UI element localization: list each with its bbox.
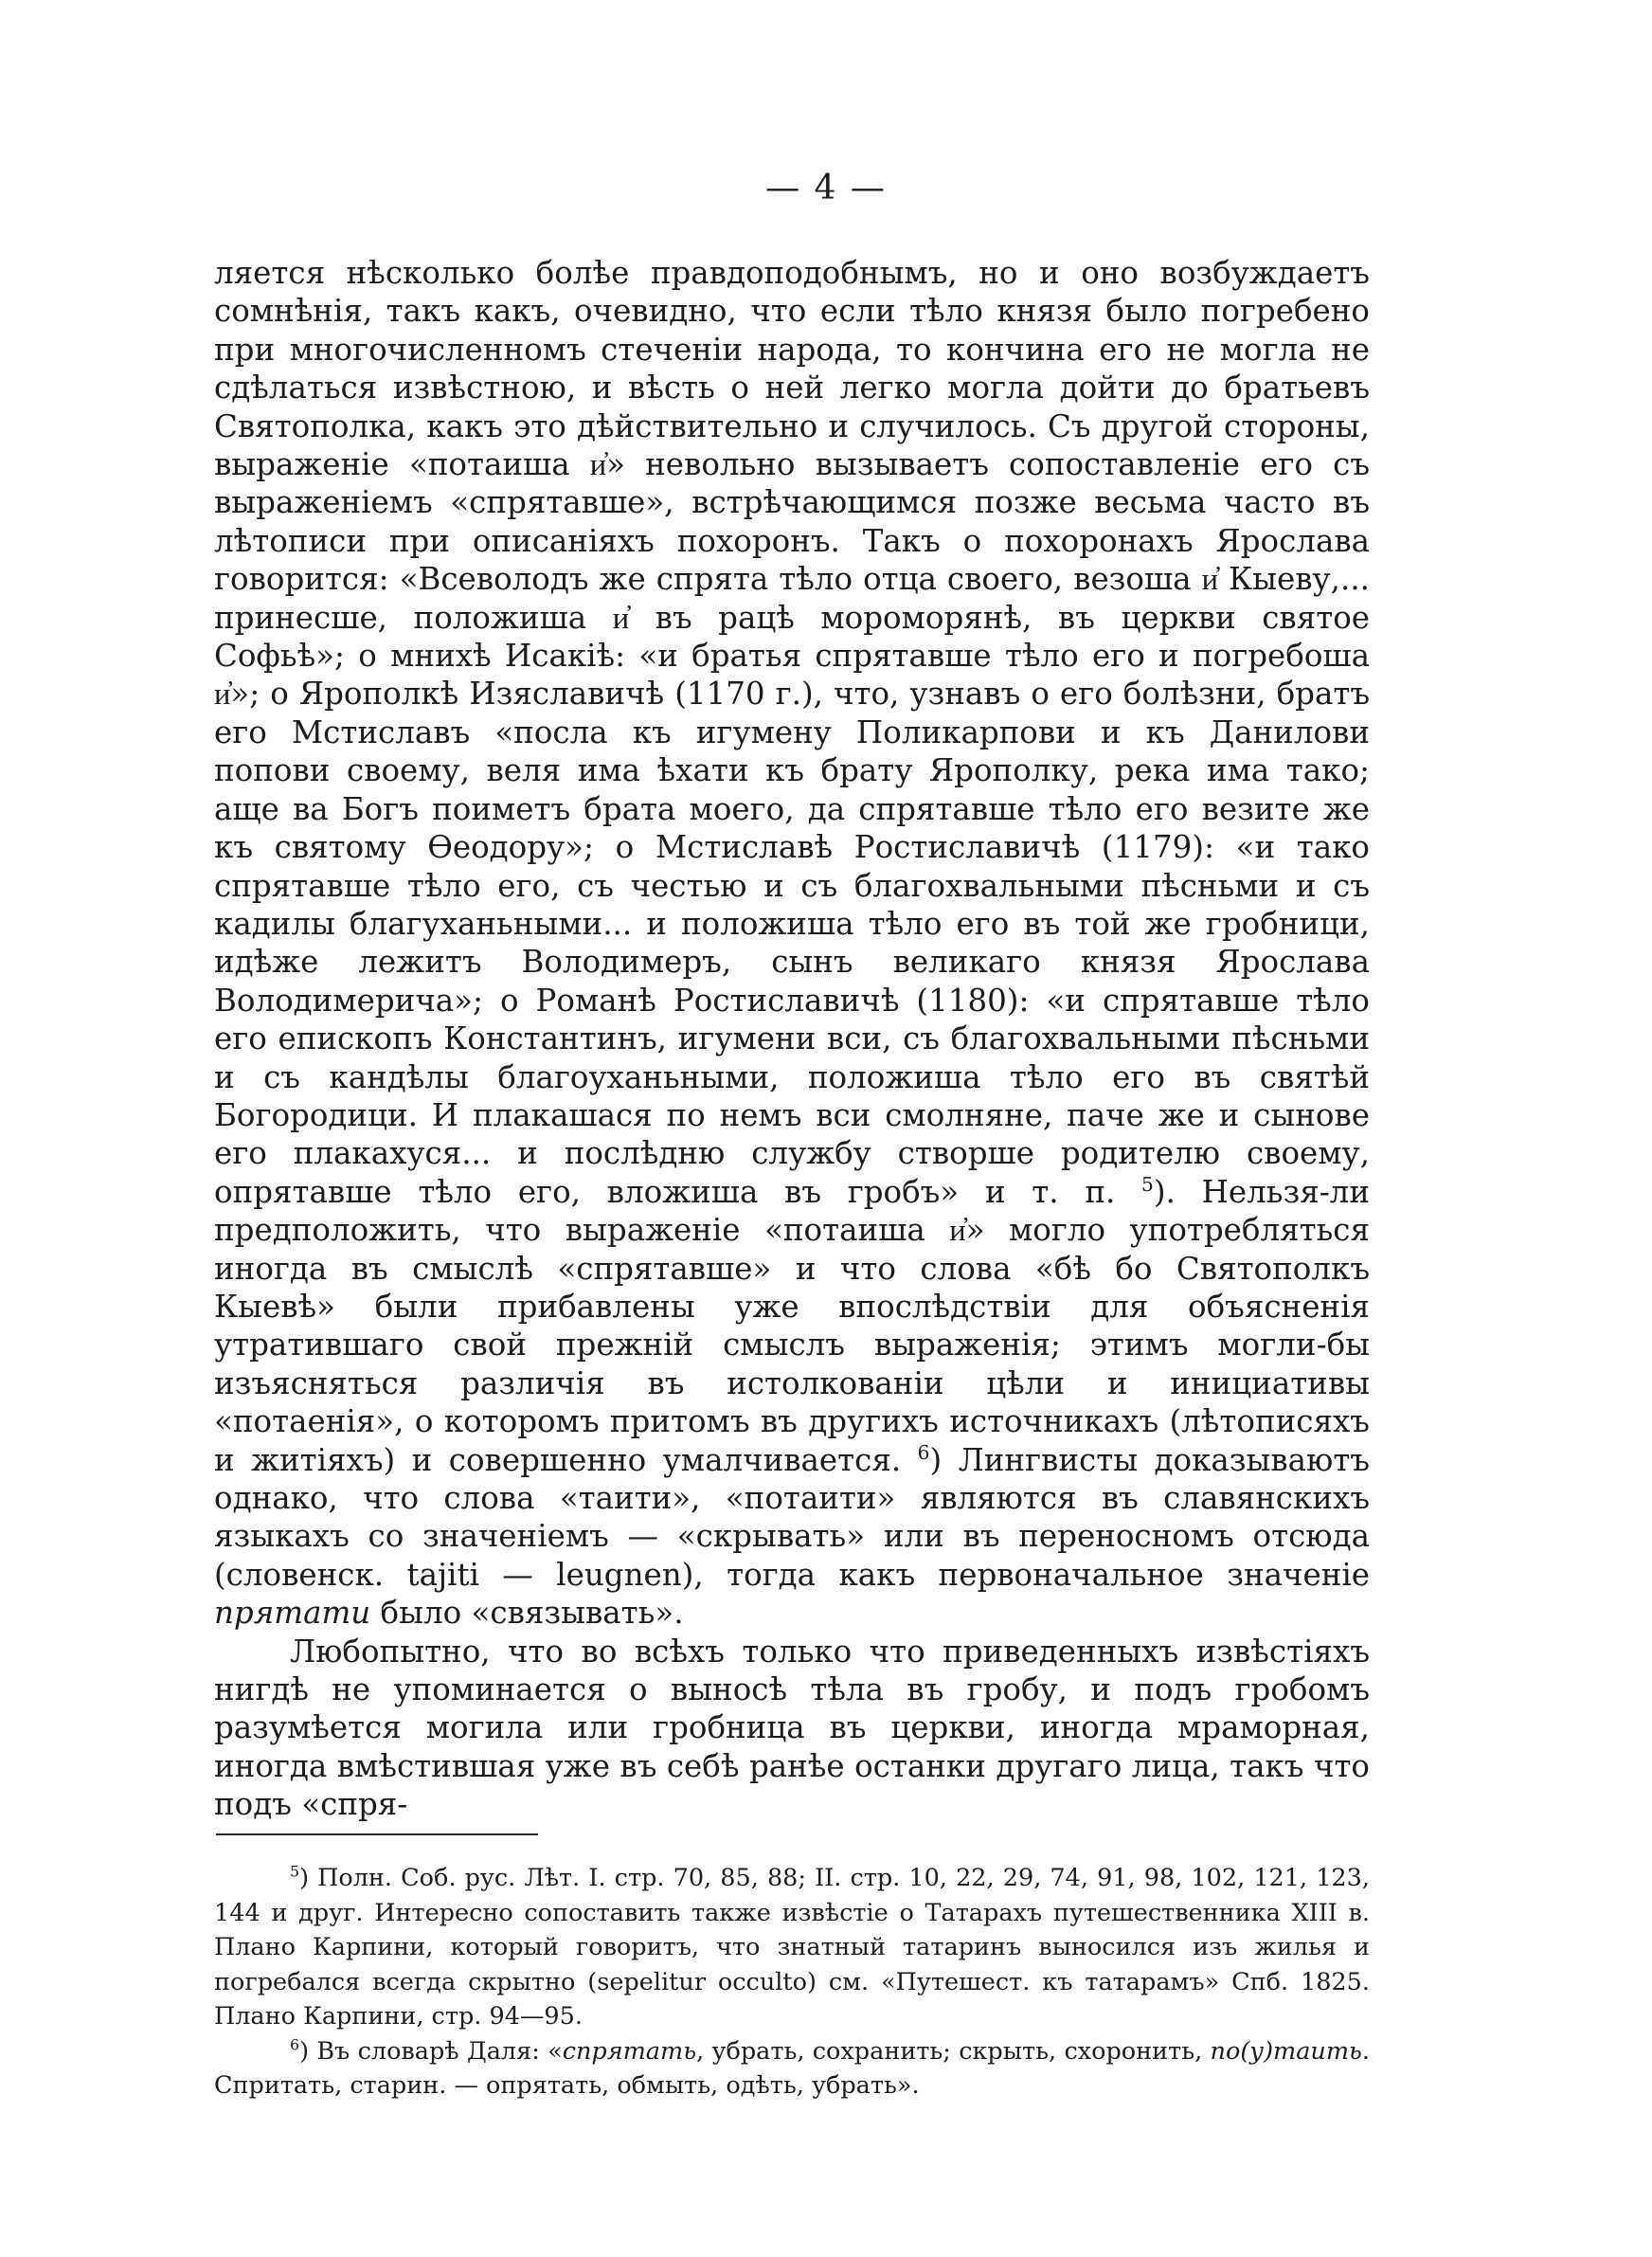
paragraph-text: ляется нѣсколько болѣе правдоподобнымъ, но и оно возбуждаетъ сомнѣнія, такъ какъ, очевидно, что если тѣло князя было погребено при многочисленномъ стеченіи народа, то кончина его не могла не сдѣлаться извѣстною, и вѣсть о ней легко могла дойти до братьевъ Святополка, какъ это дѣйствительно и случилось. Съ другой стороны, выраженіе «потаиша и҆» невольно вызываетъ сопоставленіе его съ выраженіемъ «спрятавше», встрѣчающимся позже весьма часто въ лѣтописи при описаніяхъ похоронъ. Такъ о похоронахъ Ярослава говорится: «Всеволодъ же спрята тѣло отца своего, везоша и҆ Кыеву,... принесше, положиша и҆ въ рацѣ мороморянѣ, въ церкви святое Софьѣ»; о мнихѣ Исакіѣ: «и братья спрятавше тѣло его и погребоша и҆»; о Ярополкѣ Изяславичѣ (1170 г.), что, узнавъ о его болѣзни, братъ его Мстиславъ «посла къ игумену Поликарпови и къ Данилови попови своему, веля има ѣхати къ брату Ярополку, река има тако; аще ва Богъ поиметъ брата моего, да спрятавше тѣло его везите же къ святому Ѳеодору»; о Мстиславѣ Ростиславичѣ (1179): «и тако спрятавше тѣло его, съ честью и съ благохвальными пѣсньми и съ кадилы благуханьными... и положиша тѣло его въ той же гробници, идѣже лежитъ Володимеръ, сынъ великаго князя Ярослава Володимерича»; о Романѣ Ростиславичѣ (1180): «и спрятавше тѣло его епископъ Константинъ, игумени вси, съ благохвальными пѣсньми и съ кандѣлы благоуханьными, положиша тѣло его въ святѣй Богородици. И плакашася по немъ вси смолняне, паче же и сынове его плакахуся... и послѣдню службу створше родителю своему, опрятавше тѣло его, вложиша въ гробъ» и т. п. (214, 255, 1370, 1210)
footnote-text: ) Въ словарѣ Даля: « (299, 2036, 563, 2066)
paragraph-text: ) Лингвисты доказываютъ однако, что слова «таити», «потаити» являются въ славянскихъ языкахъ со значеніемъ — «скрывать» или въ переносномъ отсюда (словенск. tajiti — leugnen), тогда какъ первоначальное значеніе (214, 1441, 1370, 1593)
footnote-text: . Спритать, старин. — опрятать, обмыть, одѣть, убрать». (214, 2036, 1370, 2100)
footnote-ref-6: 6 (917, 1440, 930, 1464)
italic-term: прятати (214, 1595, 371, 1632)
footnote-text: ) Полн. Соб. рус. Лѣт. I. стр. 70, 85, 88; II. стр. 10, 22, 29, 74, 91, 98, 102, 121, 123, 144 и друг. Интересно сопоставить также извѣстіе о Татарахъ путешественника XIII в. Плано Карпини, который говоритъ, что знатный татаринъ выносился изъ жилья и погребался всегда скрытно (sepelitur occulto) см. «Путешест. къ татарамъ» Спб. 1825. Плано Карпини, стр. 94—95. (214, 1864, 1370, 2031)
paragraph: Любопытно, что во всѣхъ только что приведенныхъ извѣстіяхъ нигдѣ не упоминается о выносѣ тѣла въ гробу, и подъ гробомъ разумѣется могила или гробница въ церкви, иногда мраморная, иногда вмѣстившая уже въ себѣ ранѣе останки другаго лица, такъ что подъ «спря- (214, 1633, 1370, 1823)
footnote-mark: 5 (290, 1862, 300, 1881)
page-number: — 4 — (765, 169, 887, 208)
footnote-mark: 6 (290, 2035, 300, 2053)
footnote-text: , убрать, сохранить; скрыть, схоронить, (696, 2036, 1203, 2066)
footnote-ref-5: 5 (1141, 1172, 1154, 1196)
italic-term: спрятать (562, 2036, 697, 2066)
footnotes (214, 1861, 1370, 2104)
paragraph-continuation (214, 254, 1370, 1633)
footnote-divider (216, 1833, 538, 1835)
paragraph-text: ). Нельзя-ли предположить, что выраженіе «потаиша и҆» могло употребляться иногда въ смыслѣ «спрятавше» и что слова «бѣ бо Святополкъ Кыевѣ» были прибавлены уже впослѣдствіи для объясненія утратившаго свой прежній смыслъ выраженія; этимъ могли-бы изъясняться различія въ истолкованіи цѣли и инициативы «потаенія», о которомъ притомъ въ другихъ источникахъ (лѣтописяхъ и житіяхъ) и совершенно умалчивается. (214, 1173, 1370, 1478)
main-text (214, 254, 1370, 1824)
italic-term: по(у)таить (1210, 2036, 1362, 2066)
footnote-6 (214, 2034, 1370, 2104)
paragraph-text: было «связывать». (380, 1595, 684, 1632)
footnote-5 (214, 1861, 1370, 2034)
